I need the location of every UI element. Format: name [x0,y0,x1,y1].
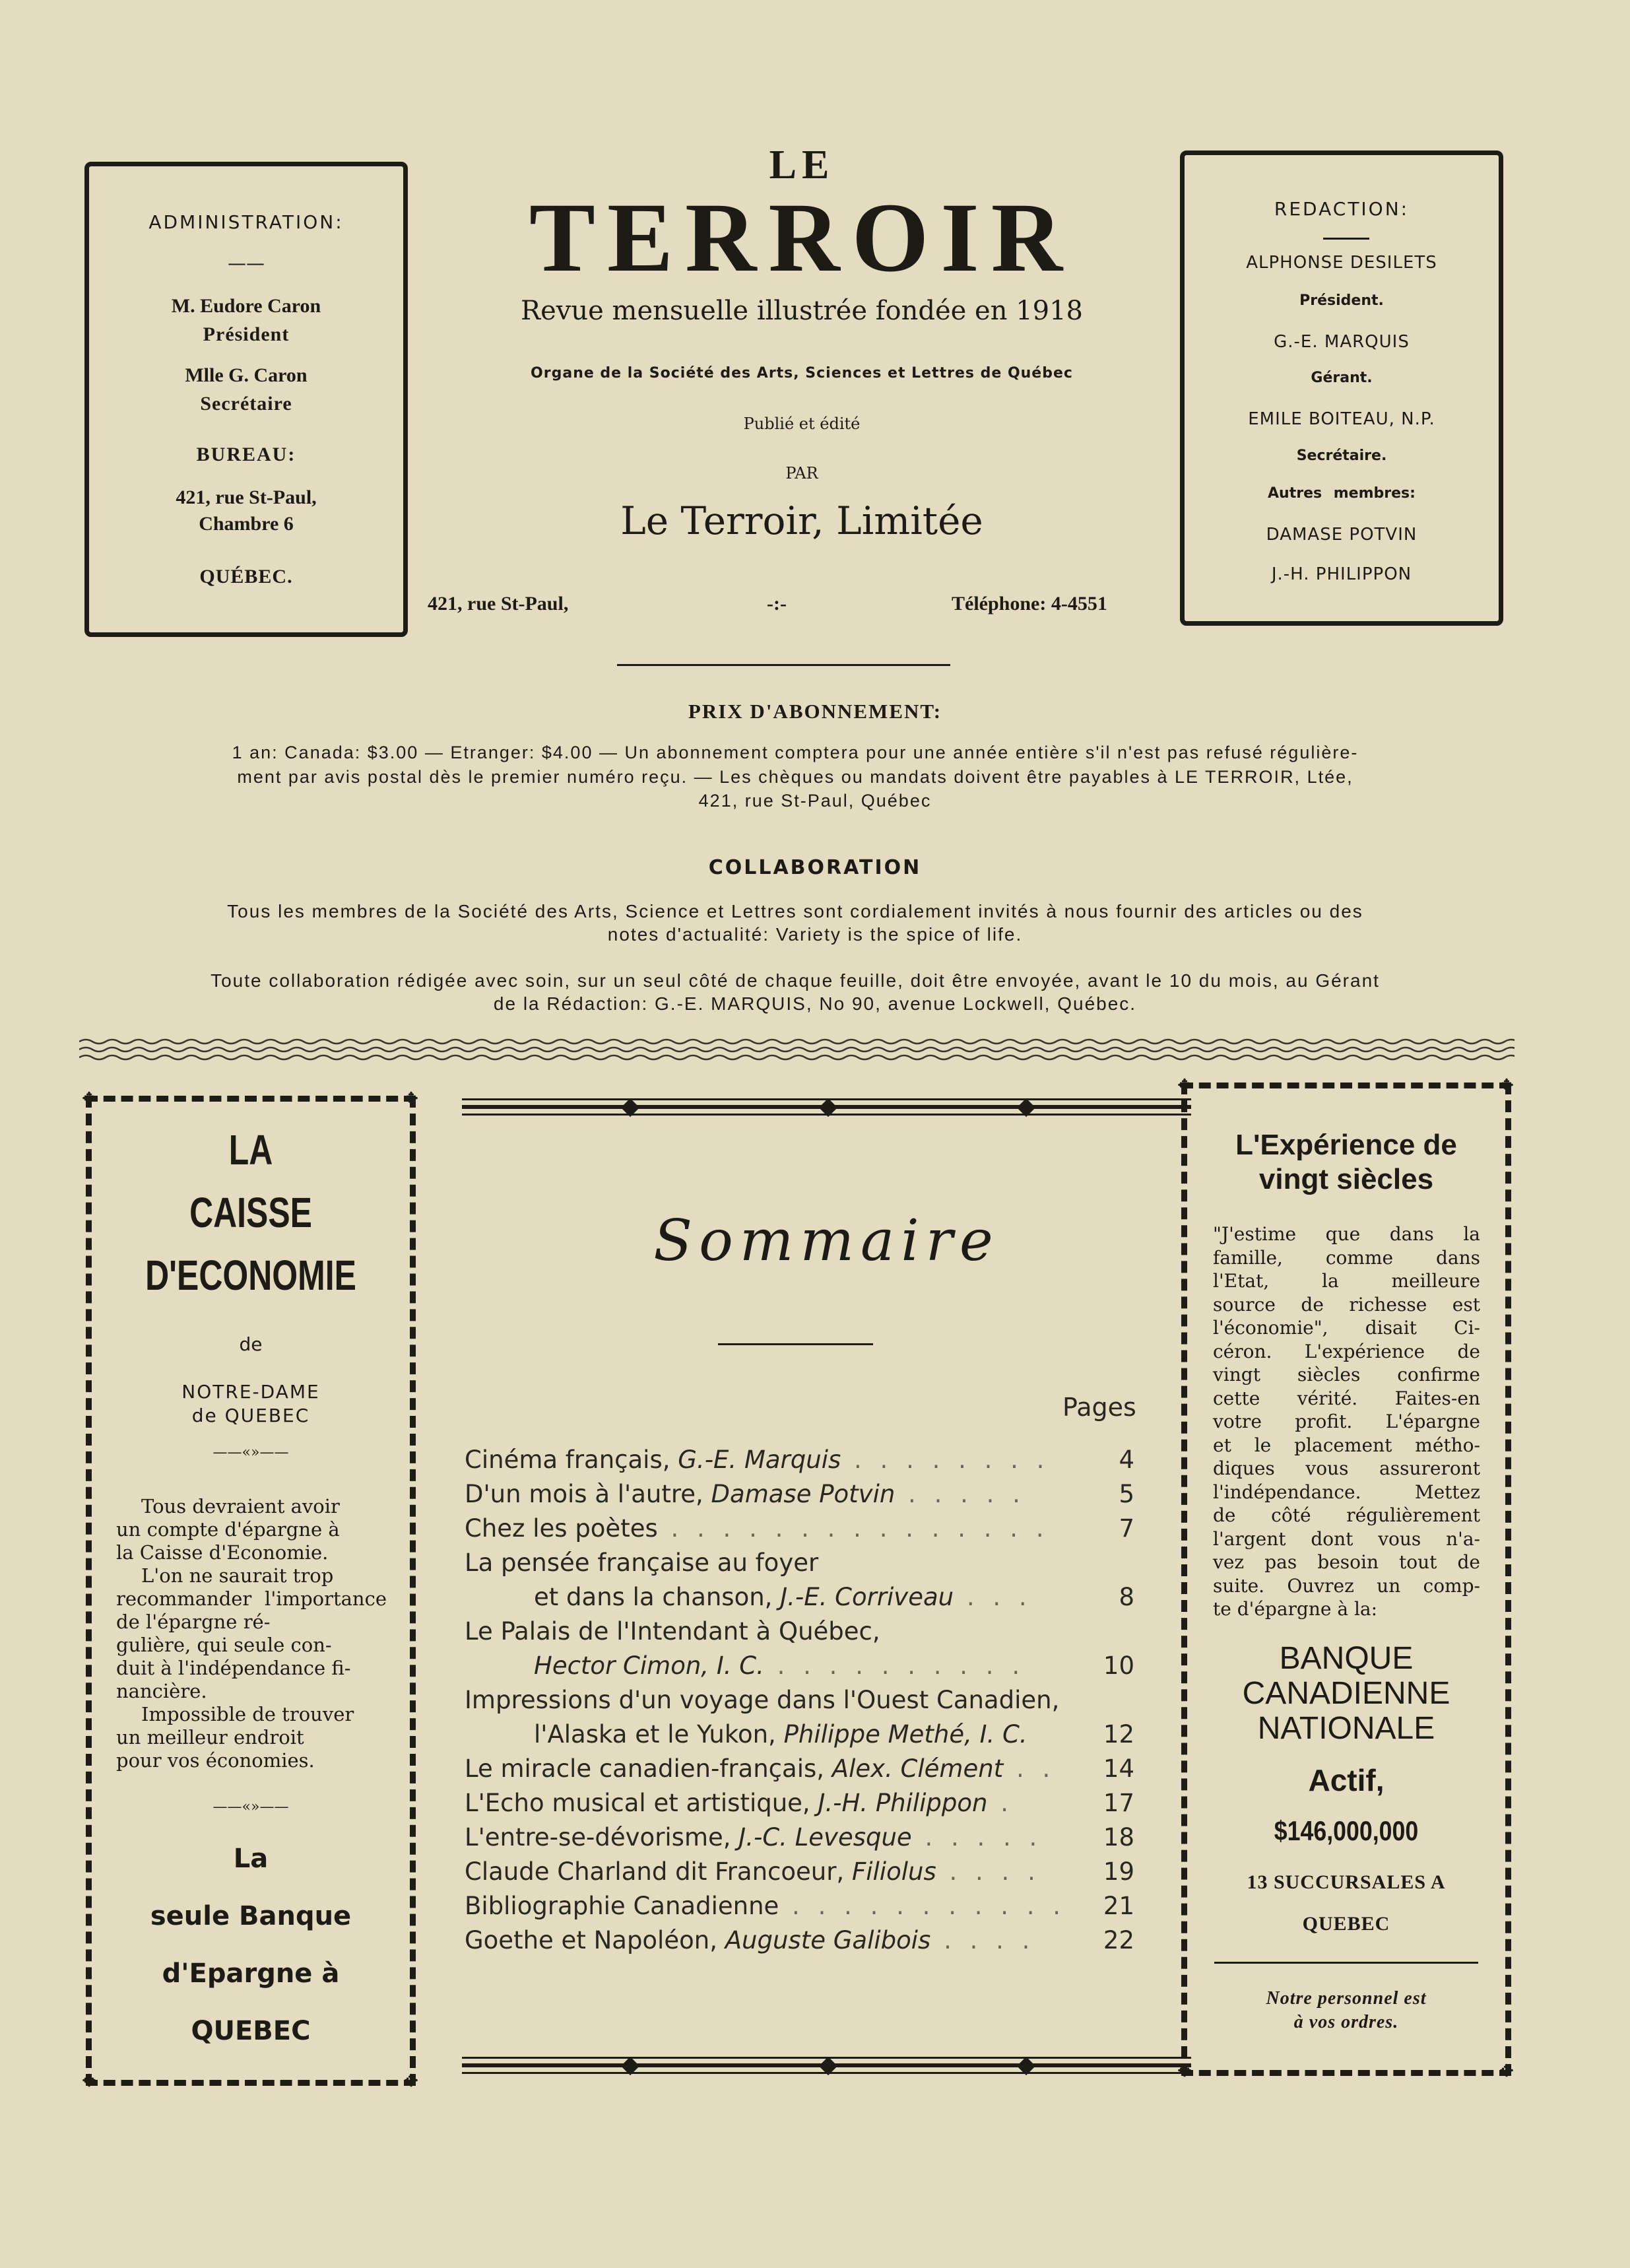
caisse-corner-ornament-icon: ✥ [404,1089,418,1109]
masthead-divider [617,664,950,666]
redaction-role-3: Secrétaire. [1296,448,1387,464]
collaboration-line-4: de la Rédaction: G.-E. MARQUIS, No 90, avenue Lockwell, Québec. [493,993,1137,1014]
caisse-la: LA [228,1126,273,1174]
redaction-name-4: DAMASE POTVIN [1266,525,1418,545]
banque-divider [1214,1962,1478,1964]
banque-footer-1: Notre personnel est [1266,1988,1427,2009]
banque-name-3: NATIONALE [1257,1711,1435,1746]
admin-role-1: Président [203,323,290,345]
caisse-slogan-1: La [233,1844,269,1874]
caisse-body-line: un meilleur endroit [116,1726,304,1749]
banque-body-line: famille, comme dans [1213,1246,1480,1269]
redaction-role-1: Président. [1299,292,1384,309]
bureau-address-2: Chambre 6 [199,513,294,535]
subscription-heading: PRIX D'ABONNEMENT: [688,700,942,723]
banque-body-line: l'économie", disait Ci- [1213,1317,1480,1339]
caisse-de: de [239,1333,263,1355]
redaction-name-2: G.-E. MARQUIS [1274,332,1410,352]
collaboration-line-1: Tous les membres de la Société des Arts, Science et Lettres sont cordialement invités à nous fournir des articles ou des [227,901,1363,921]
masthead-organ: Organe de la Société des Arts, Sciences et Lettres de Québec [531,365,1073,382]
sommaire-title: Sommaire [653,1208,1000,1274]
caisse-body-line: duit à l'indépendance fi- [116,1657,351,1679]
banque-body-line: te d'épargne à la: [1213,1598,1378,1620]
banque-name-2: CANADIENNE [1242,1676,1451,1711]
banque-actif: Actif, [1308,1763,1385,1797]
bureau-address-1: 421, rue St-Paul, [176,486,317,508]
masthead-par: PAR [785,464,818,483]
banque-branches: 13 SUCCURSALES A [1247,1871,1446,1893]
banque-body-line: "J'estime que dans la [1213,1223,1480,1245]
banque-body-line: vingt siècles confirme [1213,1364,1480,1385]
banque-name-1: BANQUE [1279,1641,1414,1676]
admin-name-2: Mlle G. Caron [185,364,308,386]
caisse-ornament: ——«»—— [212,1444,289,1461]
banque-body-line: l'Etat, la meilleure [1213,1270,1480,1292]
collaboration-line-3: Toute collaboration rédigée avec soin, sur un seul côté de chaque feuille, doit être envoyée, avant le 10 du mois, au Gérant [211,970,1380,991]
masthead-published: Publié et édité [743,415,861,433]
toc-page: 10 [1103,1651,1134,1680]
banque-heading-2: vingt siècles [1258,1163,1434,1195]
caisse-corner-ornament-icon: ✥ [82,2071,96,2091]
bureau-city: QUÉBEC. [199,566,293,587]
subscription-line-3: 421, rue St-Paul, Québec [698,791,932,811]
banque-amount: $146,000,000 [1274,1815,1419,1846]
banque-corner-ornament-icon: ✥ [1177,2061,1192,2081]
toc-page: 14 [1103,1754,1134,1783]
banque-body-line: de côté régulièrement [1213,1504,1480,1526]
banque-heading-1: L'Expérience de [1235,1129,1457,1161]
redaction-name-5: J.-H. PHILIPPON [1271,564,1412,584]
caisse-slogan-4: QUEBEC [191,2016,311,2046]
redaction-others: Autres membres: [1268,485,1416,502]
masthead-phone: Téléphone: 4-4551 [952,593,1107,615]
masthead-separator: -:- [767,593,787,615]
administration-heading: ADMINISTRATION: [148,211,344,233]
caisse-body-line: gulière, qui seule con- [116,1634,332,1656]
caisse-body-line: L'on ne saurait trop [141,1564,334,1587]
banque-body-line: l'argent dont vous n'a- [1213,1527,1480,1550]
caisse-slogan-2: seule Banque [150,1901,352,1931]
caisse-body-line: un compte d'épargne à [116,1518,340,1541]
banque-body-line: suite. Ouvrez un comp- [1213,1574,1480,1597]
sommaire-bottom-border [462,2054,1192,2081]
banque-corner-ornament-icon: ✥ [1499,1076,1514,1096]
redaction-role-2: Gérant. [1311,370,1373,386]
banque-corner-ornament-icon: ✥ [1499,2061,1514,2081]
sommaire-title-underline [718,1343,873,1345]
toc-page: 12 [1103,1720,1134,1749]
sommaire-list: Cinéma français, G.-E. Marquis . . . . . . . . 4 D'un mois à l'autre, Damase Potvin . . . . . 5 Chez les poètes . . . . . . . . . . . . . . . 7 La pensée française au foyer et dans la chanson, J.-E. Corriveau . . . 8 Le Palais de l'Intendant à Québec, Hector Cimon, I. C. . . . . . . . . . . 10 Impressions d'un voyage dans l'Ouest Canadien, l'Alaska et le Yukon, Philippe Methé, I. C. 12 Le miracle canadien-français, Alex. Clément . . 14 L'Echo musical et artistique, J.-H. Philippon . 17 L'entre-se-dévorisme, J.-C. Levesque . . . . . 18 Claude Charland dit Francoeur, Filiolus . . . . 19 Bibliographie Canadienne . . . . . . . . . . . 21 Goethe et Napoléon, Auguste Galibois . . . . 22 [465,1446,1134,1954]
toc-page: 21 [1103,1892,1134,1920]
caisse-body-line: recommander l'importance de l'épargne ré- [116,1587,387,1633]
caisse-notre-dame: NOTRE-DAME [181,1381,320,1403]
toc-page: 5 [1119,1480,1134,1508]
banque-body-line: vez pas besoin tout de [1213,1551,1480,1573]
wavy-separator [79,1038,1515,1061]
toc-page: 7 [1119,1514,1134,1543]
toc-page: 19 [1103,1857,1134,1886]
banque-body-line: cette vérité. Faites-en [1213,1387,1480,1409]
banque-body-line: et le placement métho- [1213,1434,1480,1456]
collaboration-line-2: notes d'actualité: Variety is the spice of life. [607,924,1023,945]
collaboration-heading: COLLABORATION [708,856,922,879]
administration-box [84,162,408,637]
masthead-le: LE [769,143,835,187]
banque-body-line: source de richesse est [1213,1293,1480,1316]
toc-page: 4 [1119,1446,1134,1474]
banque-city: QUEBEC [1302,1913,1390,1935]
banque-corner-ornament-icon: ✥ [1177,1076,1192,1096]
subscription-line-2: ment par avis postal dès le premier numéro reçu. — Les chèques ou mandats doivent être payables à LE TERROIR, Ltée, [237,767,1353,787]
caisse-slogan-3: d'Epargne à [162,1958,340,1989]
caisse-body-line: nancière. [116,1680,207,1702]
caisse-corner-ornament-icon: ✥ [404,2071,418,2091]
toc-page: 8 [1119,1583,1134,1611]
toc-page: 18 [1103,1823,1134,1851]
admin-name-1: M. Eudore Caron [171,295,321,317]
masthead-title: TERROIR [529,183,1075,292]
caisse-body [116,1495,387,1772]
caisse-de-quebec: de QUEBEC [191,1405,310,1426]
subscription-line-1: 1 an: Canada: $3.00 — Etranger: $4.00 — Un abonnement comptera pour une année entière s'il n'est pas refusé régulière- [232,743,1359,762]
banque-body-line: l'indépendance. Mettez [1213,1481,1480,1503]
caisse-body-line: Tous devraient avoir [141,1495,340,1518]
sommaire-top-border [462,1096,1191,1119]
toc-page: 17 [1103,1789,1134,1817]
redaction-box [1180,150,1503,626]
banque-body-line: votre profit. L'épargne [1213,1411,1480,1432]
redaction-dash [1323,238,1369,240]
caisse-ornament-2: ——«»—— [212,1799,289,1815]
caisse-body-line: Impossible de trouver [141,1703,354,1725]
banque-body-line: diques vous assureront [1213,1457,1480,1479]
pages-label: Pages [1062,1393,1136,1422]
administration-dash: —— [228,252,265,274]
redaction-heading: REDACTION: [1274,198,1410,220]
caisse-economie: D'ECONOMIE [145,1251,356,1299]
caisse-body-line: pour vos économies. [116,1749,315,1772]
caisse-corner-ornament-icon: ✥ [82,1089,96,1109]
admin-role-2: Secrétaire [200,393,292,415]
caisse-name: CAISSE [189,1189,312,1236]
banque-body-line: céron. L'expérience de [1213,1340,1480,1362]
toc-page: 22 [1103,1926,1134,1954]
banque-footer-2: à vos ordres. [1293,2012,1399,2032]
masthead-publisher: Le Terroir, Limitée [620,498,983,543]
redaction-name-1: ALPHONSE DESILETS [1246,253,1437,273]
bureau-heading: BUREAU: [196,444,296,465]
caisse-body-line: la Caisse d'Economie. [116,1541,329,1564]
masthead-subtitle: Revue mensuelle illustrée fondée en 1918 [520,296,1083,326]
masthead-address: 421, rue St-Paul, [428,593,569,615]
banque-body [1213,1222,1480,1621]
redaction-name-3: EMILE BOITEAU, N.P. [1248,409,1435,429]
